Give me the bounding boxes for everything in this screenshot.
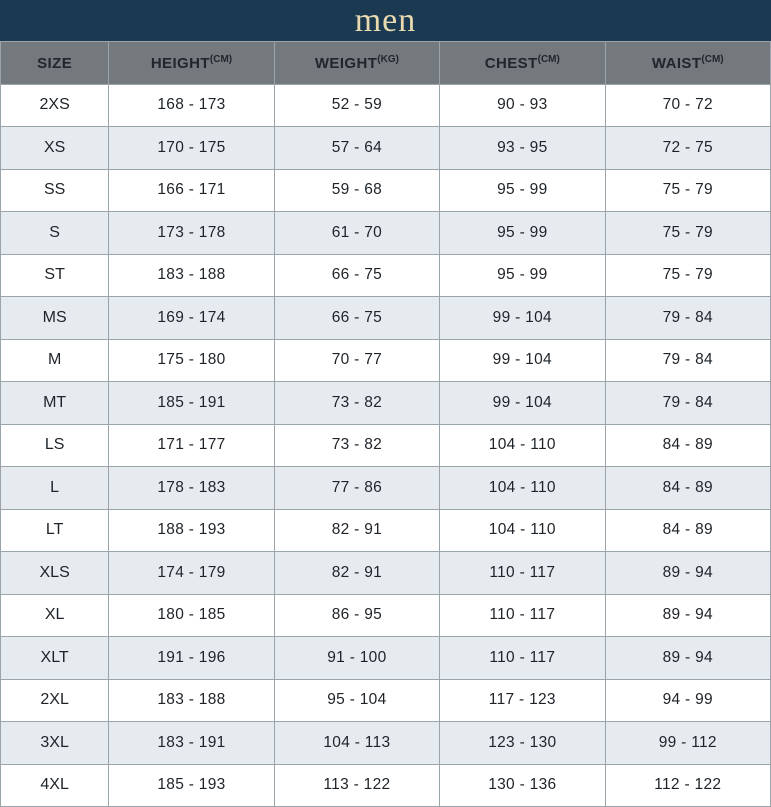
cell-chest: 130 - 136 <box>440 764 605 807</box>
cell-chest: 90 - 93 <box>440 84 605 127</box>
cell-weight: 66 - 75 <box>274 297 439 340</box>
cell-size: MS <box>1 297 109 340</box>
cell-waist: 94 - 99 <box>605 679 770 722</box>
column-header-height <box>109 42 274 85</box>
column-header-height-unit: (CM) <box>209 53 233 65</box>
cell-chest: 104 - 110 <box>440 467 605 510</box>
cell-size: S <box>1 212 109 255</box>
cell-weight: 73 - 82 <box>274 382 439 425</box>
cell-weight: 82 - 91 <box>274 552 439 595</box>
table-row <box>1 127 771 170</box>
cell-height: 168 - 173 <box>109 84 274 127</box>
table-row <box>1 382 771 425</box>
cell-height: 178 - 183 <box>109 467 274 510</box>
table-row <box>1 764 771 807</box>
cell-weight: 95 - 104 <box>274 679 439 722</box>
cell-height: 183 - 188 <box>109 254 274 297</box>
cell-waist: 89 - 94 <box>605 637 770 680</box>
cell-size: XS <box>1 127 109 170</box>
cell-waist: 75 - 79 <box>605 212 770 255</box>
cell-waist: 79 - 84 <box>605 297 770 340</box>
cell-waist: 84 - 89 <box>605 509 770 552</box>
cell-height: 183 - 188 <box>109 679 274 722</box>
cell-chest: 95 - 99 <box>440 212 605 255</box>
table-row <box>1 637 771 680</box>
cell-weight: 113 - 122 <box>274 764 439 807</box>
cell-chest: 95 - 99 <box>440 169 605 212</box>
table-row <box>1 84 771 127</box>
table-row <box>1 254 771 297</box>
column-header-size-label: SIZE <box>37 54 73 72</box>
table-row <box>1 509 771 552</box>
cell-weight: 73 - 82 <box>274 424 439 467</box>
cell-waist: 112 - 122 <box>605 764 770 807</box>
cell-height: 166 - 171 <box>109 169 274 212</box>
cell-waist: 70 - 72 <box>605 84 770 127</box>
cell-size: L <box>1 467 109 510</box>
column-header-waist <box>605 42 770 85</box>
cell-weight: 66 - 75 <box>274 254 439 297</box>
cell-chest: 99 - 104 <box>440 297 605 340</box>
cell-height: 173 - 178 <box>109 212 274 255</box>
table-row <box>1 424 771 467</box>
table-row <box>1 552 771 595</box>
cell-size: 3XL <box>1 722 109 765</box>
cell-chest: 123 - 130 <box>440 722 605 765</box>
cell-chest: 104 - 110 <box>440 424 605 467</box>
column-header-waist-label: WAIST <box>651 54 702 72</box>
cell-weight: 61 - 70 <box>274 212 439 255</box>
cell-waist: 79 - 84 <box>605 339 770 382</box>
cell-size: 2XL <box>1 679 109 722</box>
page-title: men <box>354 1 417 39</box>
cell-size: 4XL <box>1 764 109 807</box>
cell-height: 174 - 179 <box>109 552 274 595</box>
cell-height: 180 - 185 <box>109 594 274 637</box>
cell-chest: 95 - 99 <box>440 254 605 297</box>
table-body <box>1 84 771 807</box>
table-row <box>1 297 771 340</box>
cell-waist: 75 - 79 <box>605 254 770 297</box>
cell-waist: 84 - 89 <box>605 467 770 510</box>
cell-size: ST <box>1 254 109 297</box>
table-header-row <box>1 42 771 85</box>
cell-weight: 91 - 100 <box>274 637 439 680</box>
cell-weight: 86 - 95 <box>274 594 439 637</box>
cell-weight: 77 - 86 <box>274 467 439 510</box>
cell-weight: 52 - 59 <box>274 84 439 127</box>
cell-height: 191 - 196 <box>109 637 274 680</box>
cell-height: 171 - 177 <box>109 424 274 467</box>
column-header-weight-label: WEIGHT <box>314 54 378 72</box>
cell-chest: 104 - 110 <box>440 509 605 552</box>
cell-height: 185 - 193 <box>109 764 274 807</box>
cell-chest: 110 - 117 <box>440 594 605 637</box>
size-chart-table <box>0 41 771 807</box>
cell-size: LT <box>1 509 109 552</box>
column-header-weight <box>274 42 439 85</box>
cell-chest: 93 - 95 <box>440 127 605 170</box>
column-header-chest <box>440 42 605 85</box>
cell-waist: 89 - 94 <box>605 552 770 595</box>
cell-waist: 72 - 75 <box>605 127 770 170</box>
table-row <box>1 212 771 255</box>
table-row <box>1 679 771 722</box>
cell-size: SS <box>1 169 109 212</box>
cell-height: 175 - 180 <box>109 339 274 382</box>
cell-weight: 59 - 68 <box>274 169 439 212</box>
cell-waist: 79 - 84 <box>605 382 770 425</box>
column-header-size <box>1 42 109 85</box>
table-row <box>1 339 771 382</box>
table-row <box>1 594 771 637</box>
cell-size: M <box>1 339 109 382</box>
table-row <box>1 722 771 765</box>
cell-size: MT <box>1 382 109 425</box>
cell-weight: 70 - 77 <box>274 339 439 382</box>
table-header <box>1 42 771 85</box>
table-row <box>1 467 771 510</box>
cell-size: XLS <box>1 552 109 595</box>
cell-waist: 89 - 94 <box>605 594 770 637</box>
cell-height: 170 - 175 <box>109 127 274 170</box>
cell-waist: 75 - 79 <box>605 169 770 212</box>
cell-height: 183 - 191 <box>109 722 274 765</box>
cell-size: LS <box>1 424 109 467</box>
cell-chest: 117 - 123 <box>440 679 605 722</box>
cell-chest: 99 - 104 <box>440 339 605 382</box>
cell-size: XLT <box>1 637 109 680</box>
cell-chest: 110 - 117 <box>440 552 605 595</box>
cell-waist: 99 - 112 <box>605 722 770 765</box>
cell-size: 2XS <box>1 84 109 127</box>
cell-chest: 110 - 117 <box>440 637 605 680</box>
cell-weight: 57 - 64 <box>274 127 439 170</box>
cell-height: 188 - 193 <box>109 509 274 552</box>
column-header-height-label: HEIGHT <box>150 54 210 72</box>
cell-height: 185 - 191 <box>109 382 274 425</box>
cell-chest: 99 - 104 <box>440 382 605 425</box>
column-header-waist-unit: (CM) <box>701 53 724 65</box>
column-header-weight-unit: (KG) <box>377 53 399 65</box>
cell-weight: 82 - 91 <box>274 509 439 552</box>
table-row <box>1 169 771 212</box>
cell-height: 169 - 174 <box>109 297 274 340</box>
column-header-chest-label: CHEST <box>484 54 538 72</box>
cell-size: XL <box>1 594 109 637</box>
cell-waist: 84 - 89 <box>605 424 770 467</box>
title-bar <box>0 0 771 41</box>
cell-weight: 104 - 113 <box>274 722 439 765</box>
column-header-chest-unit: (CM) <box>537 53 560 65</box>
